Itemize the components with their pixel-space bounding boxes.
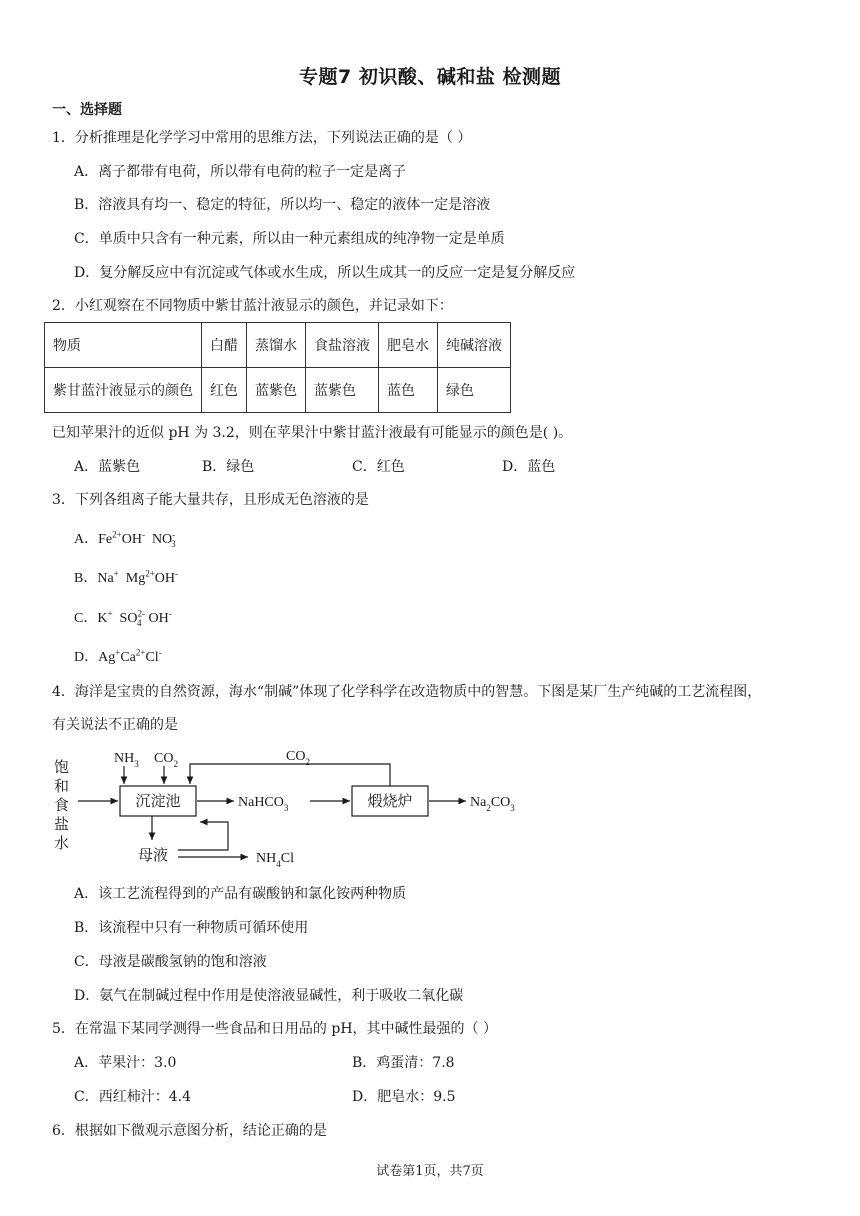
table-cell: 绿色 xyxy=(438,368,511,413)
table-cell: 蓝紫色 xyxy=(247,368,306,413)
q4-stem-line2: 有关说法不正确的是 xyxy=(52,717,178,733)
q6-stem: 6．根据如下微观示意图分析，结论正确的是 xyxy=(52,1123,327,1139)
q1-option-b: B．溶液具有均一、稳定的特征，所以均一、稳定的液体一定是溶液 xyxy=(74,197,491,213)
q4-option-b: B．该流程中只有一种物质可循环使用 xyxy=(74,920,309,936)
q5-option-d: D．肥皂水：9.5 xyxy=(352,1089,456,1105)
q2-stem: 2．小红观察在不同物质中紫甘蓝汁液显示的颜色，并记录如下： xyxy=(52,298,453,314)
table-cell: 紫甘蓝汁液显示的颜色 xyxy=(45,368,202,413)
input-char: 食 xyxy=(54,798,70,814)
table-cell: 蒸馏水 xyxy=(247,323,306,368)
q2-followup: 已知苹果汁的近似 pH 为 3.2，则在苹果汁中紫甘蓝汁液最有可能显示的颜色是( )。 xyxy=(52,425,573,441)
table-cell: 肥皂水 xyxy=(379,323,438,368)
soda-process-diagram xyxy=(50,744,540,876)
q2-option-c: C．红色 xyxy=(352,459,405,475)
q2-option-b: B．绿色 xyxy=(202,459,255,475)
input-char: 饱 xyxy=(54,760,70,776)
table-cell: 蓝紫色 xyxy=(306,368,379,413)
na2co3-label: $Na_2CO_3$ xyxy=(470,795,515,813)
nh4cl-label: $NH_4Cl$ xyxy=(256,851,294,869)
q5-option-a: A．苹果汁：3.0 xyxy=(74,1055,177,1071)
q1-option-d: D．复分解反应中有沉淀或气体或水生成，所以生成其一的反应一定是复分解反应 xyxy=(74,265,576,281)
input-char: 盐 xyxy=(54,817,70,833)
q3-option-a: A．$Fe^{2+}OH^-$ $NO^-_3$ xyxy=(74,529,176,549)
settling-tank-label: 沉淀池 xyxy=(135,794,181,810)
section-heading: 一、选择题 xyxy=(52,102,122,118)
co2-input-label: $CO_2$ xyxy=(154,751,178,769)
q4-option-a: A．该工艺流程得到的产品有碳酸钠和氯化铵两种物质 xyxy=(74,886,407,902)
nh3-label: $NH_3$ xyxy=(114,751,139,769)
table-row xyxy=(45,323,511,368)
q5-stem: 5．在常温下某同学测得一些食品和日用品的 pH，其中碱性最强的（ ） xyxy=(52,1021,497,1037)
q4-option-c: C．母液是碳酸氢钠的饱和溶液 xyxy=(74,954,267,970)
q4-stem-line1: 4．海洋是宝贵的自然资源，海水“制碱”体现了化学科学在改造物质中的智慧。下图是某厂生产纯碱的工艺流程图， xyxy=(52,684,762,700)
co2-recycle-arrow xyxy=(190,764,390,786)
q3-stem: 3．下列各组离子能大量共存，且形成无色溶液的是 xyxy=(52,492,369,508)
input-char: 水 xyxy=(54,836,70,852)
input-char: 和 xyxy=(54,779,70,795)
table-cell: 纯碱溶液 xyxy=(438,323,511,368)
table-row xyxy=(45,368,511,413)
table-cell: 物质 xyxy=(45,323,202,368)
q2-option-d: D．蓝色 xyxy=(502,459,556,475)
q1-option-c: C．单质中只含有一种元素，所以由一种元素组成的纯净物一定是单质 xyxy=(74,231,505,247)
q3-option-d: D．$Ag^+Ca^{2+}Cl^-$ xyxy=(74,647,162,665)
q3-option-c: C．K+ $SO^{2-}_4$ OH- xyxy=(74,608,172,628)
q4-option-d: D．氨气在制碱过程中作用是使溶液显碱性，利于吸收二氧化碳 xyxy=(74,988,464,1004)
table-cell: 蓝色 xyxy=(379,368,438,413)
mother-liquor-recycle-arrow xyxy=(178,822,228,850)
q5-option-b: B．鸡蛋清：7.8 xyxy=(352,1055,455,1071)
q1-stem: 1．分析推理是化学学习中常用的思维方法，下列说法正确的是（ ） xyxy=(52,130,472,146)
calciner-label: 煅烧炉 xyxy=(367,794,413,810)
mother-liquor-label: 母液 xyxy=(138,848,169,864)
color-table xyxy=(44,322,511,413)
nahco3-label: NaHCO$_3$ xyxy=(238,795,289,813)
co2-recycle-label: $CO_2$ xyxy=(286,749,310,767)
table-cell: 食盐溶液 xyxy=(306,323,379,368)
q1-option-a: A．离子都带有电荷，所以带有电荷的粒子一定是离子 xyxy=(74,164,407,180)
table-cell: 白醋 xyxy=(202,323,247,368)
q5-option-c: C．西红柿汁：4.4 xyxy=(74,1089,191,1105)
q3-option-b: B．Na+ $Mg^{2+}OH^-$ xyxy=(74,568,179,586)
page-title: 专题7 初识酸、碱和盐 检测题 xyxy=(299,66,561,88)
q2-option-a: A．蓝紫色 xyxy=(74,459,141,475)
table-cell: 红色 xyxy=(202,368,247,413)
page-footer: 试卷第1页，共7页 xyxy=(376,1164,484,1179)
